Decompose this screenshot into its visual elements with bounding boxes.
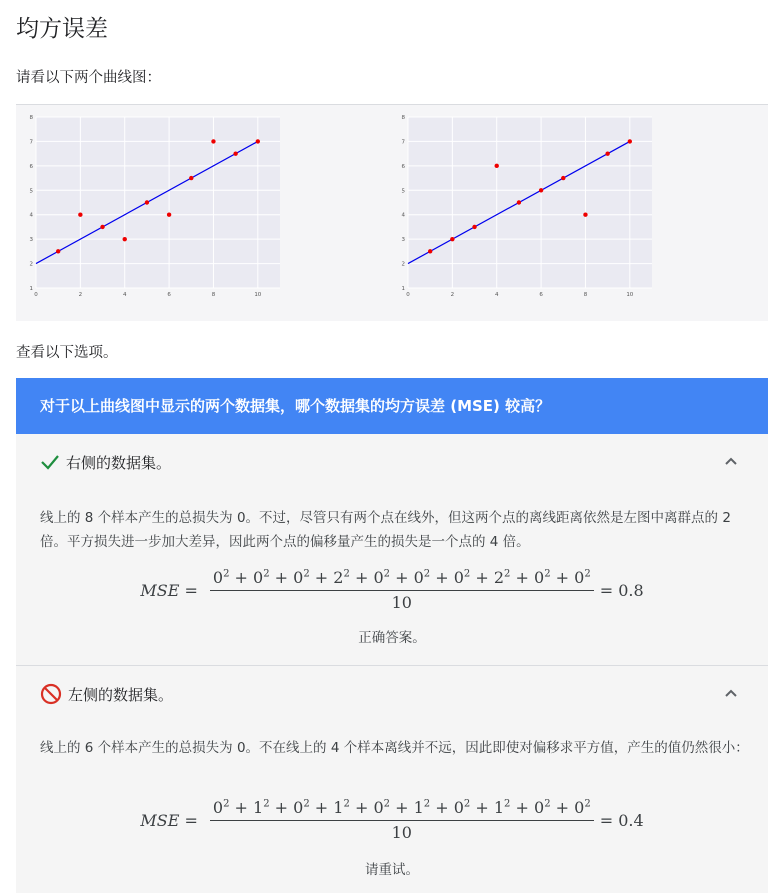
y-tick-label: 7 <box>401 139 405 146</box>
y-tick-label: 6 <box>401 163 405 170</box>
data-point <box>605 151 609 155</box>
answer-header[interactable] <box>40 449 171 475</box>
formula-result: = 0.8 <box>599 580 644 600</box>
formula-lhs: MSE = <box>140 810 198 830</box>
y-tick-label: 5 <box>29 188 33 195</box>
data-point <box>145 200 149 204</box>
quiz-question: 对于以上曲线图中显示的两个数据集，哪个数据集的均方误差 (MSE) 较高？ <box>16 378 768 434</box>
answer-header[interactable] <box>40 681 173 707</box>
answer-verdict: 正确答案。 <box>358 630 426 646</box>
data-point <box>450 237 454 241</box>
data-point <box>123 237 127 241</box>
x-tick-label: 0 <box>34 292 38 298</box>
formula-result: = 0.4 <box>599 810 644 830</box>
x-tick-label: 8 <box>583 292 588 298</box>
data-point <box>539 188 543 192</box>
answer-explanation: 线上的 8 个样本产生的总损失为 0。不过，尽管只有两个点在线外，但这两个点的离线距离依然是左图中离群点的 2 倍。平方损失进一步加大差异，因此两个点的偏移量产生的损失是一个点的 4 倍。 <box>40 510 731 550</box>
data-point <box>78 213 82 217</box>
intro-text: 请看以下两个曲线图： <box>16 70 161 86</box>
x-tick-label: 10 <box>254 292 262 298</box>
y-tick-label: 5 <box>401 188 405 195</box>
answer-explanation: 线上的 6 个样本产生的总损失为 0。不在线上的 4 个样本离线并不远，因此即使对偏移求平方值，产生的值仍然很小： <box>40 740 749 756</box>
x-tick-label: 4 <box>494 292 499 298</box>
chevron-up-icon[interactable] <box>724 686 738 700</box>
y-tick-label: 8 <box>401 115 405 121</box>
data-point <box>428 249 432 253</box>
formula-denominator: 10 <box>391 593 412 612</box>
left-chart <box>26 112 298 308</box>
y-tick-label: 2 <box>401 261 405 268</box>
data-point <box>495 164 499 168</box>
answer-label: 右侧的数据集。 <box>66 453 172 472</box>
data-point <box>256 139 260 143</box>
options-intro-text: 查看以下选项。 <box>16 345 118 361</box>
answer-panel-left[interactable] <box>16 666 768 893</box>
mse-formula <box>16 798 768 842</box>
x-tick-label: 4 <box>122 292 127 298</box>
x-tick-label: 10 <box>626 292 634 298</box>
formula-numerator: $0^2 + 1^2 + 0^2 + 1^2 + 0^2 + 1^2 + 0^2 + 1^2 + 0^2 + 0^2$ <box>210 798 594 821</box>
page-title: 均方误差 <box>16 16 108 42</box>
x-tick-label: 0 <box>406 292 410 298</box>
data-point <box>100 225 104 229</box>
y-tick-label: 3 <box>29 237 33 244</box>
x-tick-label: 6 <box>167 292 171 298</box>
y-tick-label: 1 <box>401 286 405 292</box>
data-point <box>628 139 632 143</box>
check-icon <box>40 452 60 472</box>
right-chart <box>398 112 672 308</box>
answer-verdict: 请重试。 <box>365 862 419 878</box>
data-point <box>233 151 237 155</box>
x-tick-label: 2 <box>450 292 455 298</box>
y-tick-label: 1 <box>29 286 33 292</box>
formula-denominator: 10 <box>391 823 412 842</box>
formula-lhs: MSE = <box>140 580 198 600</box>
data-point <box>56 249 60 253</box>
data-point <box>211 139 215 143</box>
y-tick-label: 6 <box>29 163 33 170</box>
data-point <box>189 176 193 180</box>
data-point <box>561 176 565 180</box>
answer-label: 左侧的数据集。 <box>68 685 174 704</box>
x-tick-label: 8 <box>211 292 216 298</box>
data-point <box>167 213 171 217</box>
plot-area <box>408 117 652 288</box>
y-tick-label: 4 <box>29 212 33 219</box>
data-point <box>583 213 587 217</box>
answer-panel-right[interactable] <box>16 434 768 665</box>
y-tick-label: 8 <box>29 115 33 121</box>
mse-formula <box>16 568 768 612</box>
plot-area <box>36 117 280 288</box>
formula-numerator: $0^2 + 0^2 + 0^2 + 2^2 + 0^2 + 0^2 + 0^2 + 2^2 + 0^2 + 0^2$ <box>210 568 594 591</box>
y-tick-label: 3 <box>401 237 405 244</box>
y-tick-label: 7 <box>29 139 33 146</box>
x-tick-label: 6 <box>539 292 543 298</box>
data-point <box>472 225 476 229</box>
y-tick-label: 2 <box>29 261 33 268</box>
chevron-up-icon[interactable] <box>724 454 738 468</box>
x-tick-label: 2 <box>78 292 83 298</box>
y-tick-label: 4 <box>401 212 405 219</box>
data-point <box>517 200 521 204</box>
no-entry-icon <box>40 683 62 705</box>
